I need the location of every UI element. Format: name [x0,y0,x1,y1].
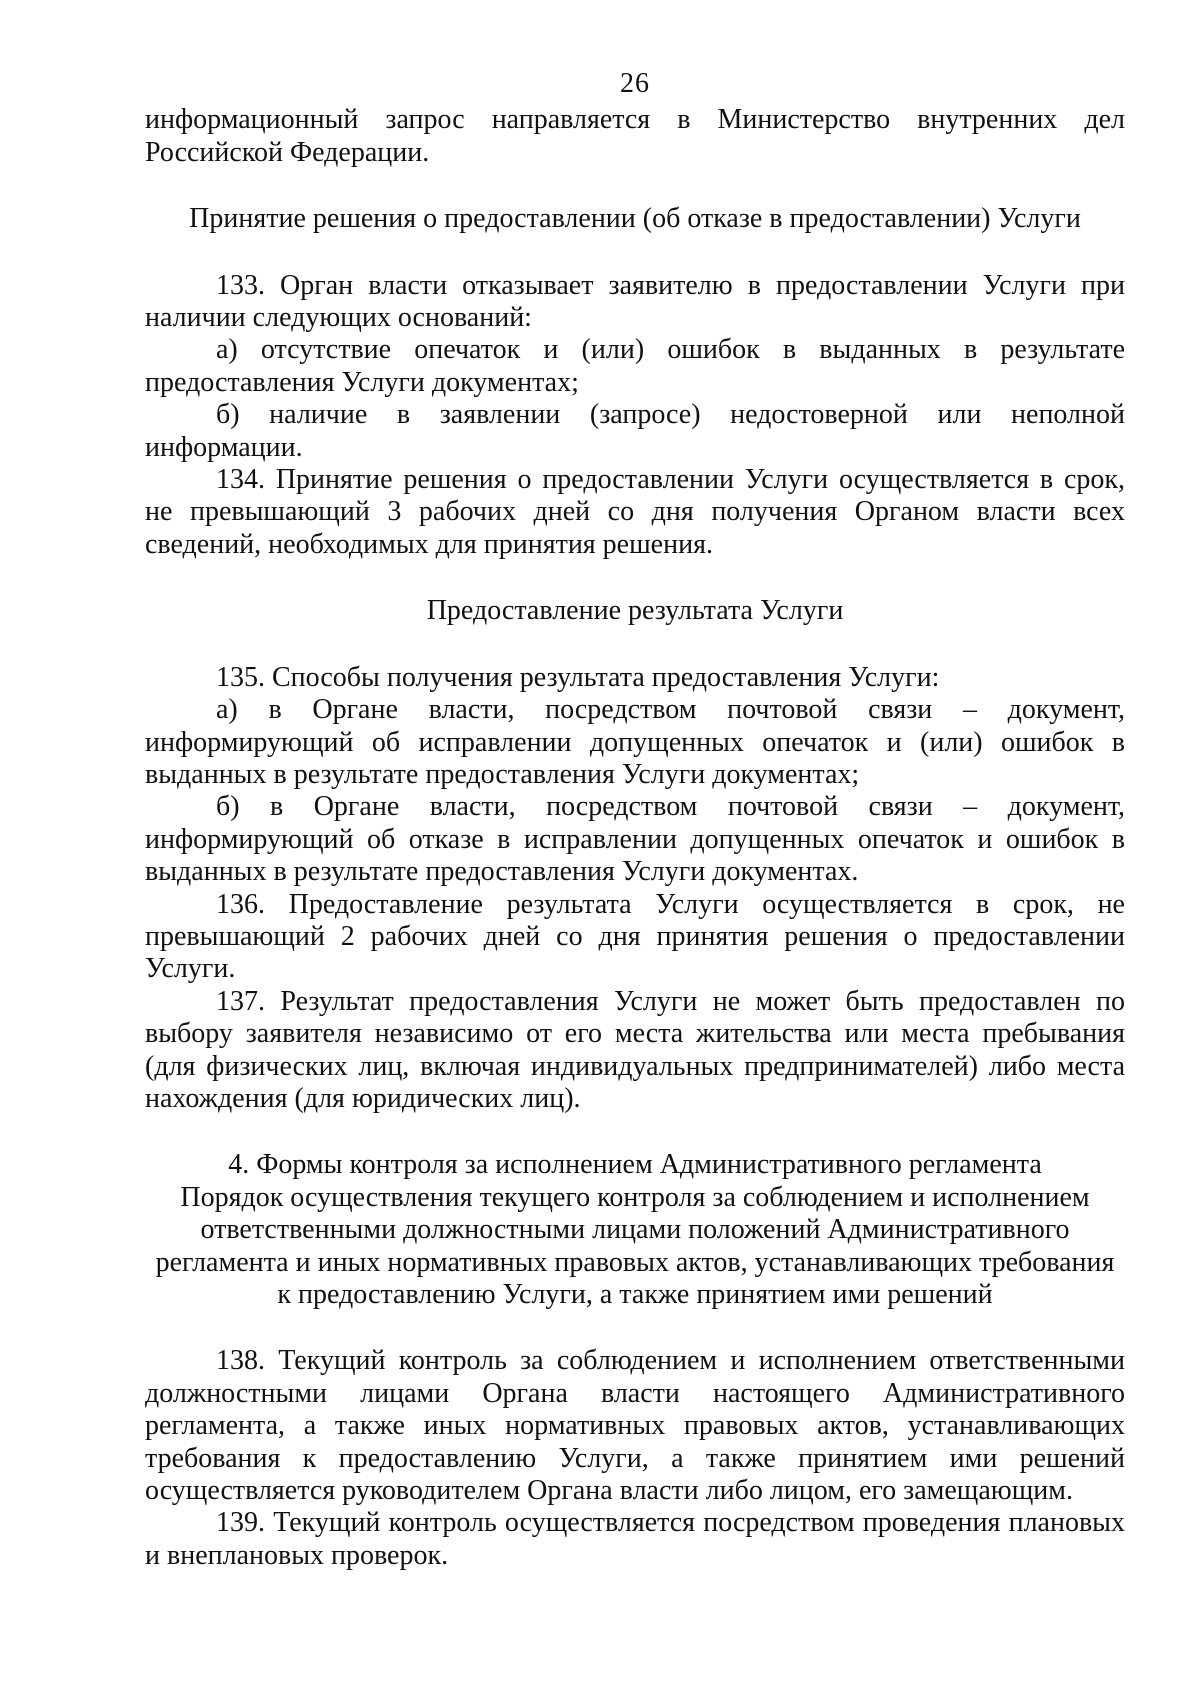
paragraph-135: 135. Способы получения результата предоставления Услуги: [216,661,940,693]
section-4-heading-line: ответственными должностными лицами положений Административного [200,1214,1070,1246]
section-4-heading-line: к предоставлению Услуги, а также принятием ими решений [277,1279,993,1310]
section-heading-decision: Принятие решения о предоставлении (об отказе в предоставлении) Услуги [189,203,1081,235]
paragraph-135-a: а) в Органе власти, посредством почтовой связи – документ, информирующий об исправлении допущенных опечаток и (или) ошибок в выданных в результате предоставления Услуги документах; [145,694,1125,790]
section-4-heading-line: регламента и иных нормативных правовых актов, устанавливающих требования [155,1246,1115,1278]
paragraph-137: 137. Результат предоставления Услуги не может быть предоставлен по выбору заявителя независимо от его места жительства или места пребывания (для физических лиц, включая индивидуальных предпринимателей) либо места нахождения (для юридических лиц). [145,985,1125,1114]
document-page [145,68,1125,1572]
spacer [145,236,1125,270]
section-4-heading-line: 4. Формы контроля за исполнением Административного регламента [228,1149,1042,1181]
spacer [145,169,1125,203]
intro-paragraph: информационный запрос направляется в Министерство внутренних дел Российской Федерации. [145,104,1125,168]
section-heading-result: Предоставление результата Услуги [426,595,844,627]
spacer [145,1115,1125,1149]
paragraph-139: 139. Текущий контроль осуществляется посредством проведения плановых и внеплановых проверок. [145,1507,1125,1571]
paragraph-133-b: б) наличие в заявлении (запросе) недостоверной или неполной информации. [145,399,1125,463]
spacer [145,628,1125,662]
paragraph-138: 138. Текущий контроль за соблюдением и исполнением ответственными должностными лицами Органа власти настоящего Административного регламента, а также иных нормативных правовых актов, устанавливающих требования к предоставлению Услуги, а также принятием ими решений осуществляется руководителем Органа власти либо лицом, его замещающим. [145,1345,1125,1507]
paragraph-134: 134. Принятие решения о предоставлении Услуги осуществляется в срок, не превышающий 3 рабочих дней со дня получения Органом власти всех сведений, необходимых для принятия решения. [145,464,1125,560]
section-4-heading [145,1149,1125,1311]
paragraph-133-a: а) отсутствие опечаток и (или) ошибок в выданных в результате предоставления Услуги документах; [145,334,1125,398]
paragraph-136: 136. Предоставление результата Услуги осуществляется в срок, не превышающий 2 рабочих дней со дня принятия решения о предоставлении Услуги. [145,888,1125,985]
paragraph-135-b: б) в Органе власти, посредством почтовой связи – документ, информирующий об отказе в исправлении допущенных опечаток и ошибок в выданных в результате предоставления Услуги документах. [145,791,1125,888]
section-4-heading-line: Порядок осуществления текущего контроля за соблюдением и исполнением [180,1181,1090,1213]
paragraph-133: 133. Орган власти отказывает заявителю в предоставлении Услуги при наличии следующих оснований: [145,269,1125,334]
spacer [145,1311,1125,1345]
page-number: 26 [620,68,650,99]
spacer [145,561,1125,595]
